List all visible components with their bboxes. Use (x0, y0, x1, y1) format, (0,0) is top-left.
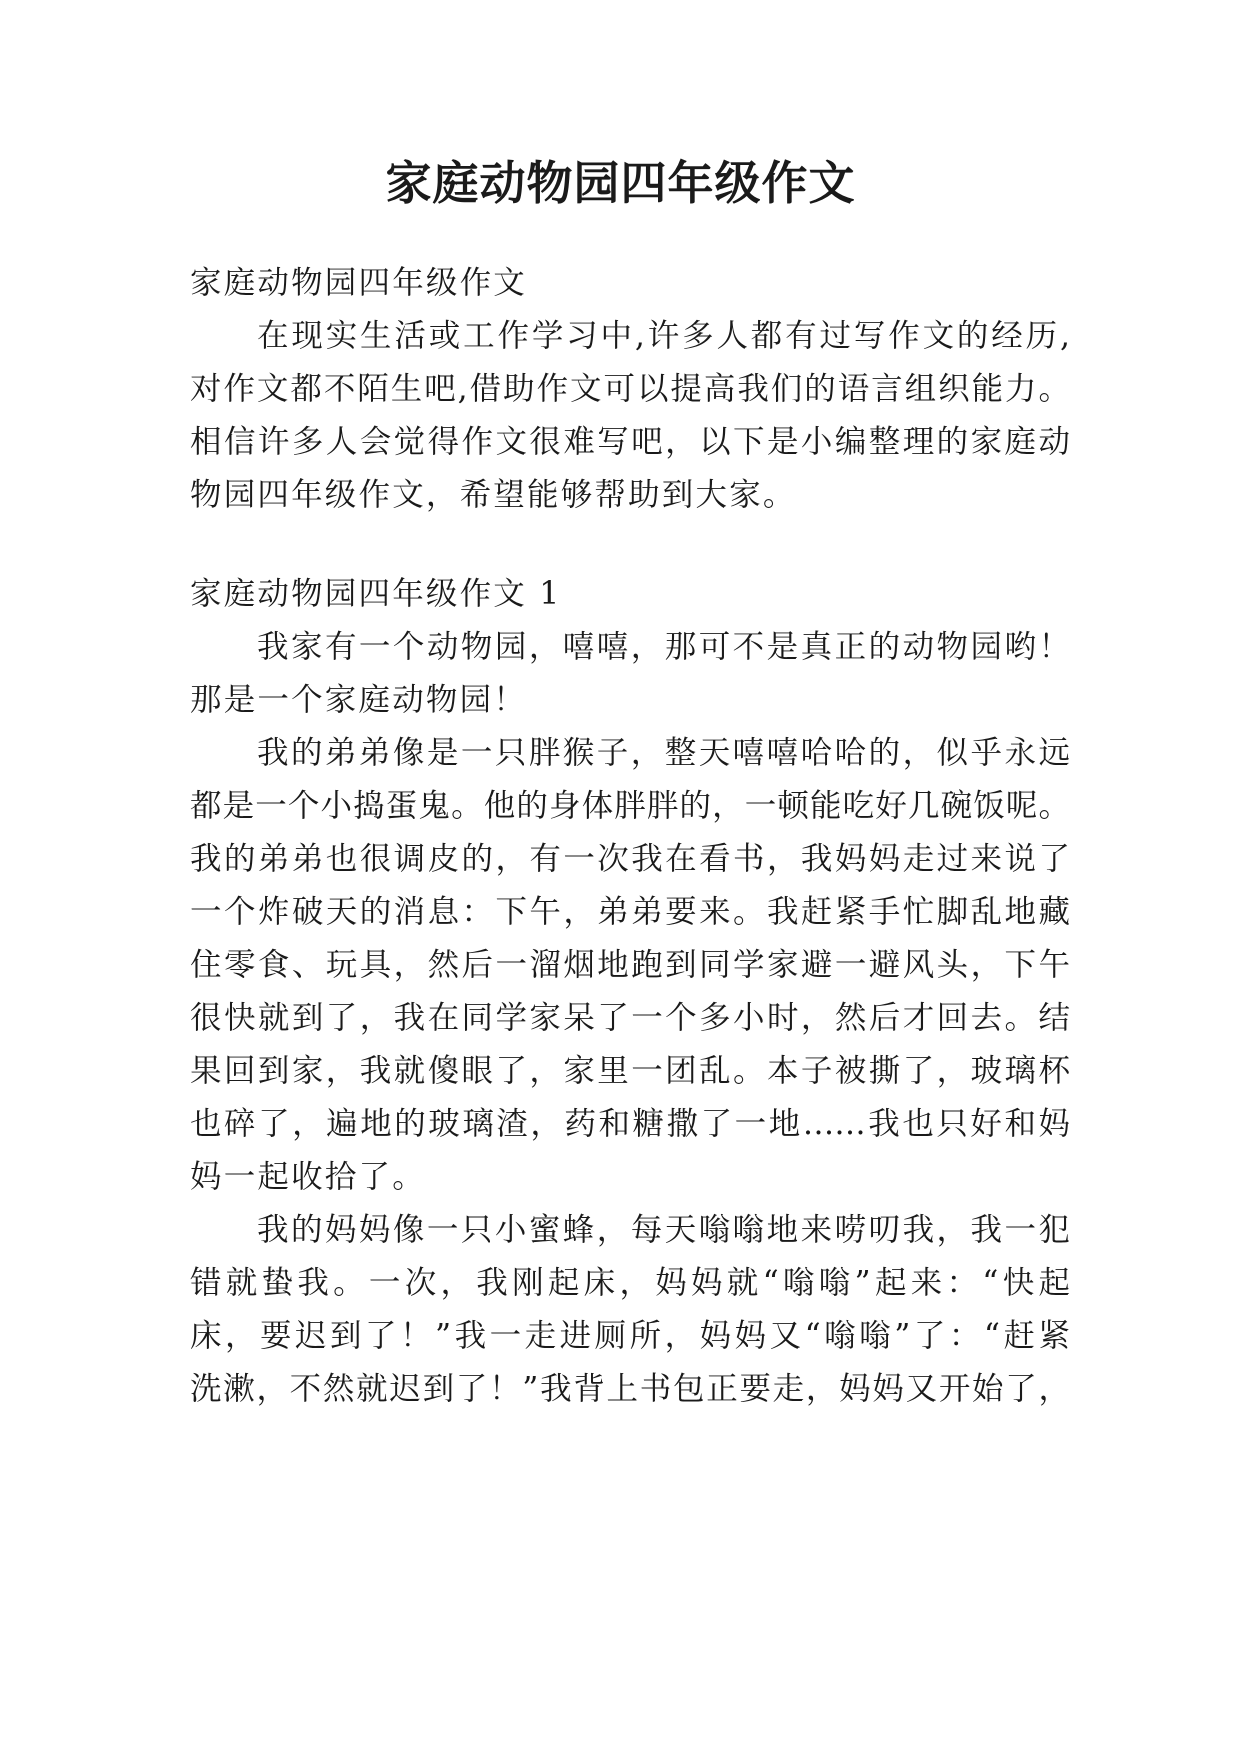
intro-paragraph-line: 对作文都不陌生吧,借助作文可以提高我们的语言组织能力。 (190, 371, 1070, 407)
essay-paragraph-line: 也碎了，遍地的玻璃渣，药和糖撒了一地……我也只好和妈 (190, 1106, 1070, 1142)
essay-paragraph-line: 我的妈妈像一只小蜜蜂，每天嗡嗡地来唠叨我，我一犯 (257, 1212, 1070, 1248)
intro-paragraph-line: 相信许多人会觉得作文很难写吧，以下是小编整理的家庭动 (190, 424, 1070, 460)
intro-paragraph-line: 在现实生活或工作学习中,许多人都有过写作文的经历, (257, 318, 1070, 354)
essay-paragraph-line: 那是一个家庭动物园！ (190, 682, 528, 718)
essay-heading: 家庭动物园四年级作文 1 (190, 576, 562, 612)
essay-paragraph-line: 一个炸破天的消息：下午，弟弟要来。我赶紧手忙脚乱地藏 (190, 894, 1070, 930)
essay-paragraph-line: 果回到家，我就傻眼了，家里一团乱。本子被撕了，玻璃杯 (190, 1053, 1070, 1089)
intro-paragraph-line: 物园四年级作文，希望能够帮助到大家。 (190, 477, 797, 513)
essay-paragraph-line: 床，要迟到了！”我一走进厕所，妈妈又“嗡嗡”了：“赶紧 (190, 1318, 1070, 1354)
essay-paragraph-line: 都是一个小捣蛋鬼。他的身体胖胖的，一顿能吃好几碗饭呢。 (190, 788, 1070, 824)
essay-paragraph-line: 很快就到了，我在同学家呆了一个多小时，然后才回去。结 (190, 1000, 1070, 1036)
essay-paragraph-line: 错就蛰我。一次，我刚起床，妈妈就“嗡嗡”起来：“快起 (190, 1265, 1070, 1301)
essay-paragraph-line: 洗漱，不然就迟到了！”我背上书包正要走，妈妈又开始了， (190, 1371, 1070, 1407)
document-title: 家庭动物园四年级作文 (385, 156, 856, 210)
essay-paragraph-line: 妈一起收拾了。 (190, 1159, 426, 1195)
essay-paragraph-line: 我家有一个动物园，嘻嘻，那可不是真正的动物园哟！ (257, 629, 1070, 665)
essay-paragraph-line: 我的弟弟也很调皮的，有一次我在看书，我妈妈走过来说了 (190, 841, 1070, 877)
essay-paragraph-line: 住零食、玩具，然后一溜烟地跑到同学家避一避风头，下午 (190, 947, 1070, 983)
intro-heading: 家庭动物园四年级作文 (190, 265, 528, 301)
essay-paragraph-line: 我的弟弟像是一只胖猴子，整天嘻嘻哈哈的，似乎永远 (257, 735, 1070, 771)
